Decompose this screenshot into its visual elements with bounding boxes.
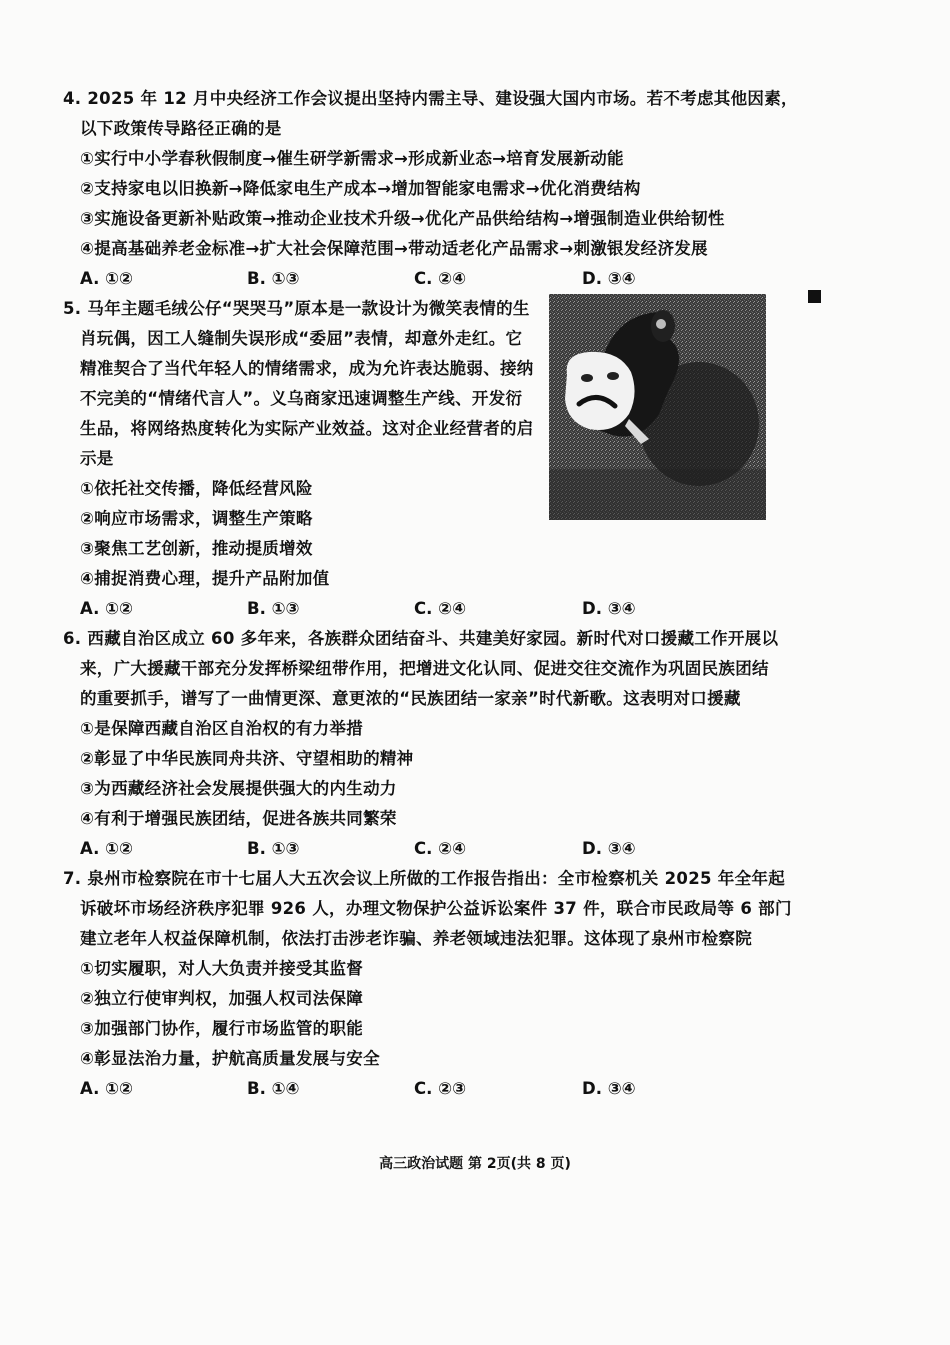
q7-option-a: A. ①② [80,1079,134,1098]
q5-option-b: B. ①③ [247,599,300,618]
q5-stem-line-1: 5. 马年主题毛绒公仔“哭哭马”原本是一款设计为微笑表情的生 [63,299,530,318]
q5-stem-line-2: 肖玩偶，因工人缝制失误形成“委屈”表情，却意外走红。它 [80,329,523,348]
q7-option-b: B. ①④ [247,1079,300,1098]
q5-item-1: ①依托社交传播，降低经营风险 [80,479,313,498]
plush-horse-photo [549,294,766,520]
q5-stem-line-5: 生品，将网络热度转化为实际产业效益。这对企业经营者的启 [80,419,534,438]
q4-option-d: D. ③④ [582,269,636,288]
q7-item-3: ③加强部门协作，履行市场监管的职能 [80,1019,364,1038]
q6-stem-line-2: 来，广大援藏干部充分发挥桥梁纽带作用，把增进文化认同、促进交往交流作为巩固民族团结 [80,659,769,678]
q4-item-4: ④提高基础养老金标准→扩大社会保障范围→带动适老化产品需求→刺激银发经济发展 [80,239,708,258]
q5-item-3: ③聚焦工艺创新，推动提质增效 [80,539,313,558]
q5-item-2: ②响应市场需求，调整生产策略 [80,509,313,528]
q4-stem-line-1: 4. 2025 年 12 月中央经济工作会议提出坚持内需主导、建设强大国内市场。若不考虑其他因素， [63,89,798,108]
q7-option-c: C. ②③ [414,1079,467,1098]
q4-item-3: ③实施设备更新补贴政策→推动企业技术升级→优化产品供给结构→增强制造业供给韧性 [80,209,725,228]
q5-option-a: A. ①② [80,599,134,618]
q6-stem-line-3: 的重要抓手，谱写了一曲情更深、意更浓的“民族团结一家亲”时代新歌。这表明对口援藏 [80,689,741,708]
q6-stem-line-1: 6. 西藏自治区成立 60 多年来，各族群众团结奋斗、共建美好家园。新时代对口援藏工作开展以 [63,629,779,648]
page-footer: 高三政治试题 第 2页(共 8 页) [379,1156,571,1172]
q6-option-c: C. ②④ [414,839,467,858]
q5-option-d: D. ③④ [582,599,636,618]
q6-item-2: ②彰显了中华民族同舟共济、守望相助的精神 [80,749,414,768]
q5-item-4: ④捕捉消费心理，提升产品附加值 [80,569,330,588]
q6-option-b: B. ①③ [247,839,300,858]
q7-option-d: D. ③④ [582,1079,636,1098]
q6-option-a: A. ①② [80,839,134,858]
q4-option-c: C. ②④ [414,269,467,288]
page-marker-square [808,290,821,303]
q7-item-4: ④彰显法治力量，护航高质量发展与安全 [80,1049,380,1068]
q5-stem-line-3: 精准契合了当代年轻人的情绪需求，成为允许表达脆弱、接纳 [80,359,534,378]
plush-horse-illustration [549,294,766,520]
q7-item-2: ②独立行使审判权，加强人权司法保障 [80,989,364,1008]
q4-item-2: ②支持家电以旧换新→降低家电生产成本→增加智能家电需求→优化消费结构 [80,179,641,198]
q7-stem-line-2: 诉破坏市场经济秩序犯罪 926 人，办理文物保护公益诉讼案件 37 件，联合市民政局等 6 部门 [80,899,792,918]
q4-option-b: B. ①③ [247,269,300,288]
q7-stem-line-1: 7. 泉州市检察院在市十七届人大五次会议上所做的工作报告指出：全市检察机关 2025 年全年起 [63,869,786,888]
q4-option-a: A. ①② [80,269,134,288]
q6-item-3: ③为西藏经济社会发展提供强大的内生动力 [80,779,397,798]
q6-option-d: D. ③④ [582,839,636,858]
q4-item-1: ①实行中小学春秋假制度→催生研学新需求→形成新业态→培育发展新动能 [80,149,624,168]
q5-stem-line-6: 示是 [80,449,114,468]
q6-item-4: ④有利于增强民族团结，促进各族共同繁荣 [80,809,397,828]
q4-stem-line-2: 以下政策传导路径正确的是 [80,119,282,138]
q5-option-c: C. ②④ [414,599,467,618]
q6-item-1: ①是保障西藏自治区自治权的有力举措 [80,719,364,738]
q7-item-1: ①切实履职，对人大负责并接受其监督 [80,959,364,978]
q5-stem-line-4: 不完美的“情绪代言人”。义乌商家迅速调整生产线、开发衍 [80,389,523,408]
q7-stem-line-3: 建立老年人权益保障机制，依法打击涉老诈骗、养老领域违法犯罪。这体现了泉州市检察院 [80,929,752,948]
